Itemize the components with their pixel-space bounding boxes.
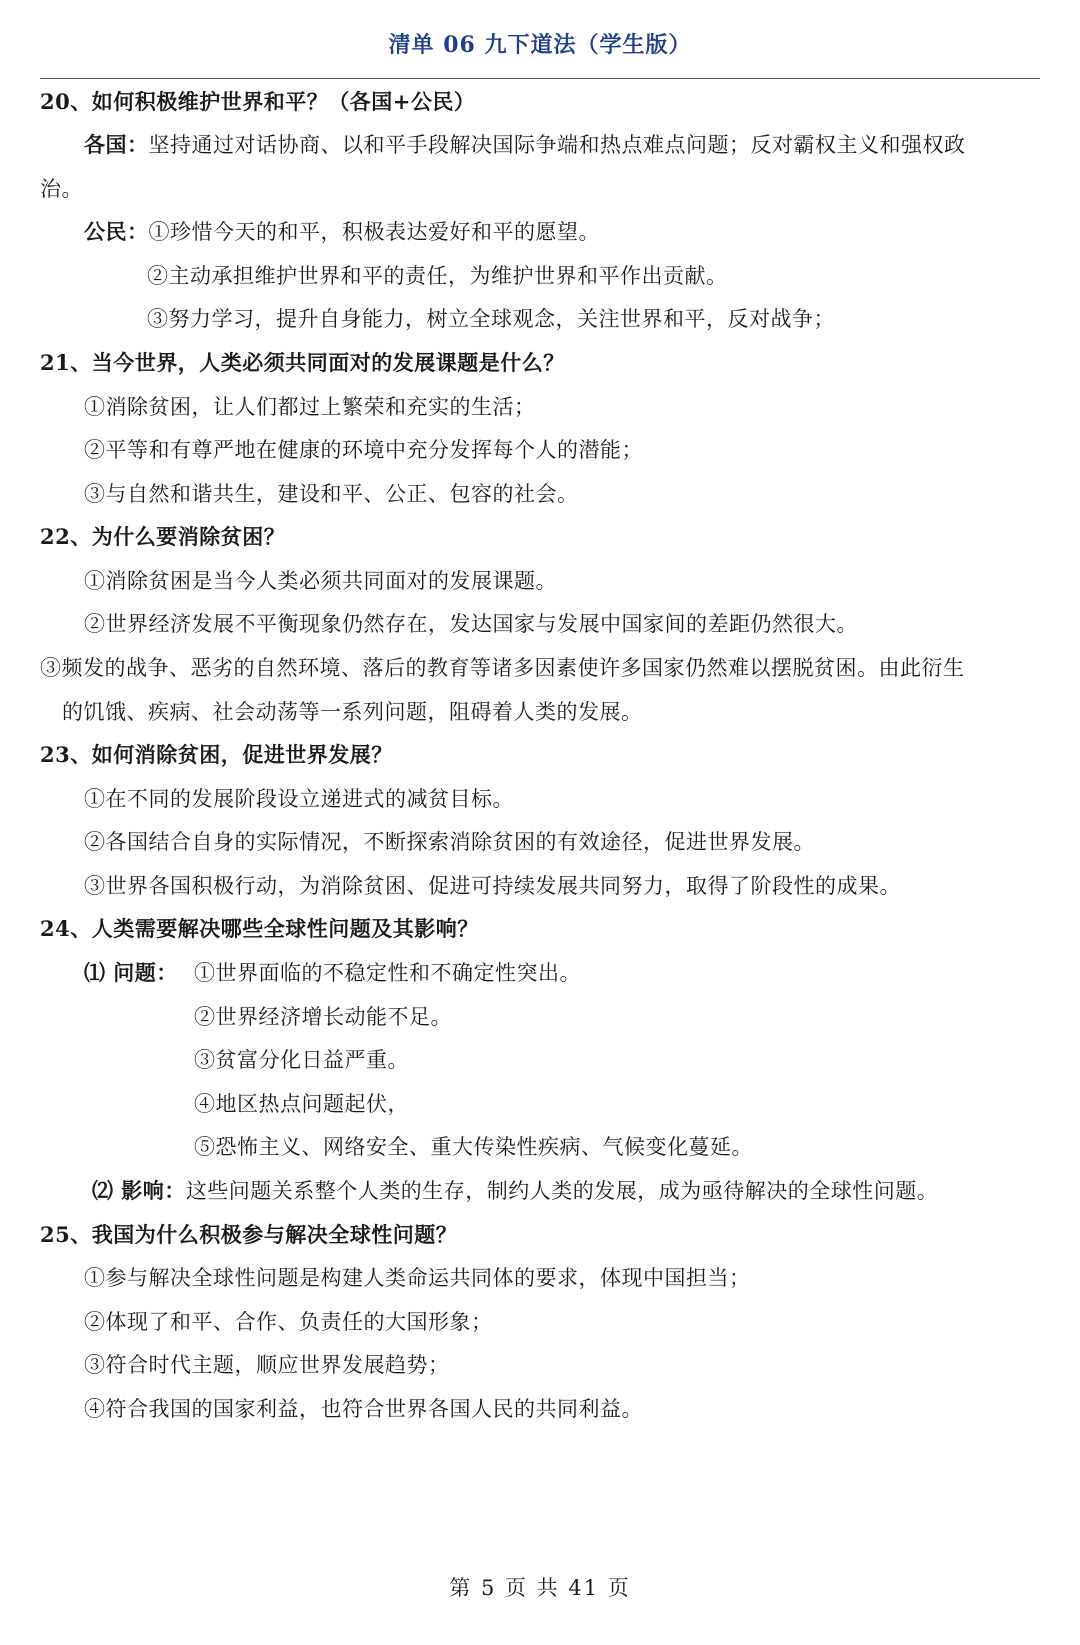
- q24-effect-label: ⑵ 影响：: [92, 1178, 186, 1203]
- q22-item-3: ③频发的战争、恶劣的自然环境、落后的教育等诸多因素使许多国家仍然难以摆脱贫困。由此衍生: [40, 656, 965, 680]
- q20-gongmin-item-3: ③努力学习，提升自身能力，树立全球观念，关注世界和平，反对战争；: [147, 307, 835, 331]
- q20-guojia-text-1: 坚持通过对话协商、以和平手段解决国际争端和热点难点问题；反对霸权主义和强权政: [148, 133, 966, 157]
- q25-item-3: ③符合时代主题，顺应世界发展趋势；: [84, 1353, 450, 1377]
- page-header-title: 清单 06 九下道法（学生版）: [388, 32, 692, 58]
- q20-guojia-label: 各国：: [84, 132, 149, 157]
- question-22-title: 22、为什么要消除贫困？: [40, 524, 286, 549]
- q22-item-1: ①消除贫困是当今人类必须共同面对的发展课题。: [84, 569, 557, 593]
- q20-gongmin-item-1: ①珍惜今天的和平，积极表达爱好和平的愿望。: [148, 220, 600, 244]
- question-25-title: 25、我国为什么积极参与解决全球性问题？: [40, 1222, 458, 1247]
- q20-guojia-line: [84, 130, 1080, 160]
- q24-problem-line: [84, 958, 1080, 988]
- q23-item-3: ③世界各国积极行动，为消除贫困、促进可持续发展共同努力，取得了阶段性的成果。: [84, 874, 901, 898]
- q24-problem-1: ①世界面临的不稳定性和不确定性突出。: [194, 961, 581, 985]
- question-23-title: 23、如何消除贫困，促进世界发展？: [40, 742, 393, 767]
- q22-item-3-continued: 的饥饿、疾病、社会动荡等一系列问题，阻碍着人类的发展。: [62, 700, 643, 724]
- q21-item-2: ②平等和有尊严地在健康的环境中充分发挥每个人的潜能；: [84, 438, 643, 462]
- q24-effect-line: [92, 1176, 1080, 1206]
- q24-problem-3: ③贫富分化日益严重。: [194, 1048, 409, 1072]
- q21-item-1: ①消除贫困，让人们都过上繁荣和充实的生活；: [84, 395, 536, 419]
- q25-item-1: ①参与解决全球性问题是构建人类命运共同体的要求，体现中国担当；: [84, 1266, 751, 1290]
- q25-item-4: ④符合我国的国家利益，也符合世界各国人民的共同利益。: [84, 1397, 643, 1421]
- q24-effect-text: 这些问题关系整个人类的生存，制约人类的发展，成为亟待解决的全球性问题。: [185, 1179, 939, 1203]
- q24-problem-2: ②世界经济增长动能不足。: [194, 1005, 452, 1029]
- q22-item-2: ②世界经济发展不平衡现象仍然存在，发达国家与发展中国家间的差距仍然很大。: [84, 612, 858, 636]
- q20-gongmin-item-2: ②主动承担维护世界和平的责任，为维护世界和平作出贡献。: [147, 264, 728, 288]
- question-21-title: 21、当今世界，人类必须共同面对的发展课题是什么？: [40, 350, 565, 375]
- q24-problem-5: ⑤恐怖主义、网络安全、重大传染性疾病、气候变化蔓延。: [194, 1135, 753, 1159]
- q25-item-2: ②体现了和平、合作、负责任的大国形象；: [84, 1310, 493, 1334]
- question-20-title: 20、如何积极维护世界和平？（各国+公民）: [40, 89, 476, 114]
- q20-guojia-text-2: 治。: [40, 177, 83, 201]
- q24-problem-label: ⑴ 问题：: [84, 960, 178, 985]
- q20-gongmin-label: 公民：: [84, 219, 149, 244]
- question-24-title: 24、人类需要解决哪些全球性问题及其影响？: [40, 916, 479, 941]
- q24-problem-4: ④地区热点问题起伏，: [194, 1092, 409, 1116]
- q23-item-2: ②各国结合自身的实际情况，不断探索消除贫困的有效途径，促进世界发展。: [84, 830, 815, 854]
- header-divider: [40, 78, 1040, 79]
- page-footer-number: 第 5 页 共 41 页: [449, 1576, 631, 1600]
- q23-item-1: ①在不同的发展阶段设立递进式的减贫目标。: [84, 787, 514, 811]
- q21-item-3: ③与自然和谐共生，建设和平、公正、包容的社会。: [84, 482, 579, 506]
- q20-gongmin-line: [84, 217, 1080, 247]
